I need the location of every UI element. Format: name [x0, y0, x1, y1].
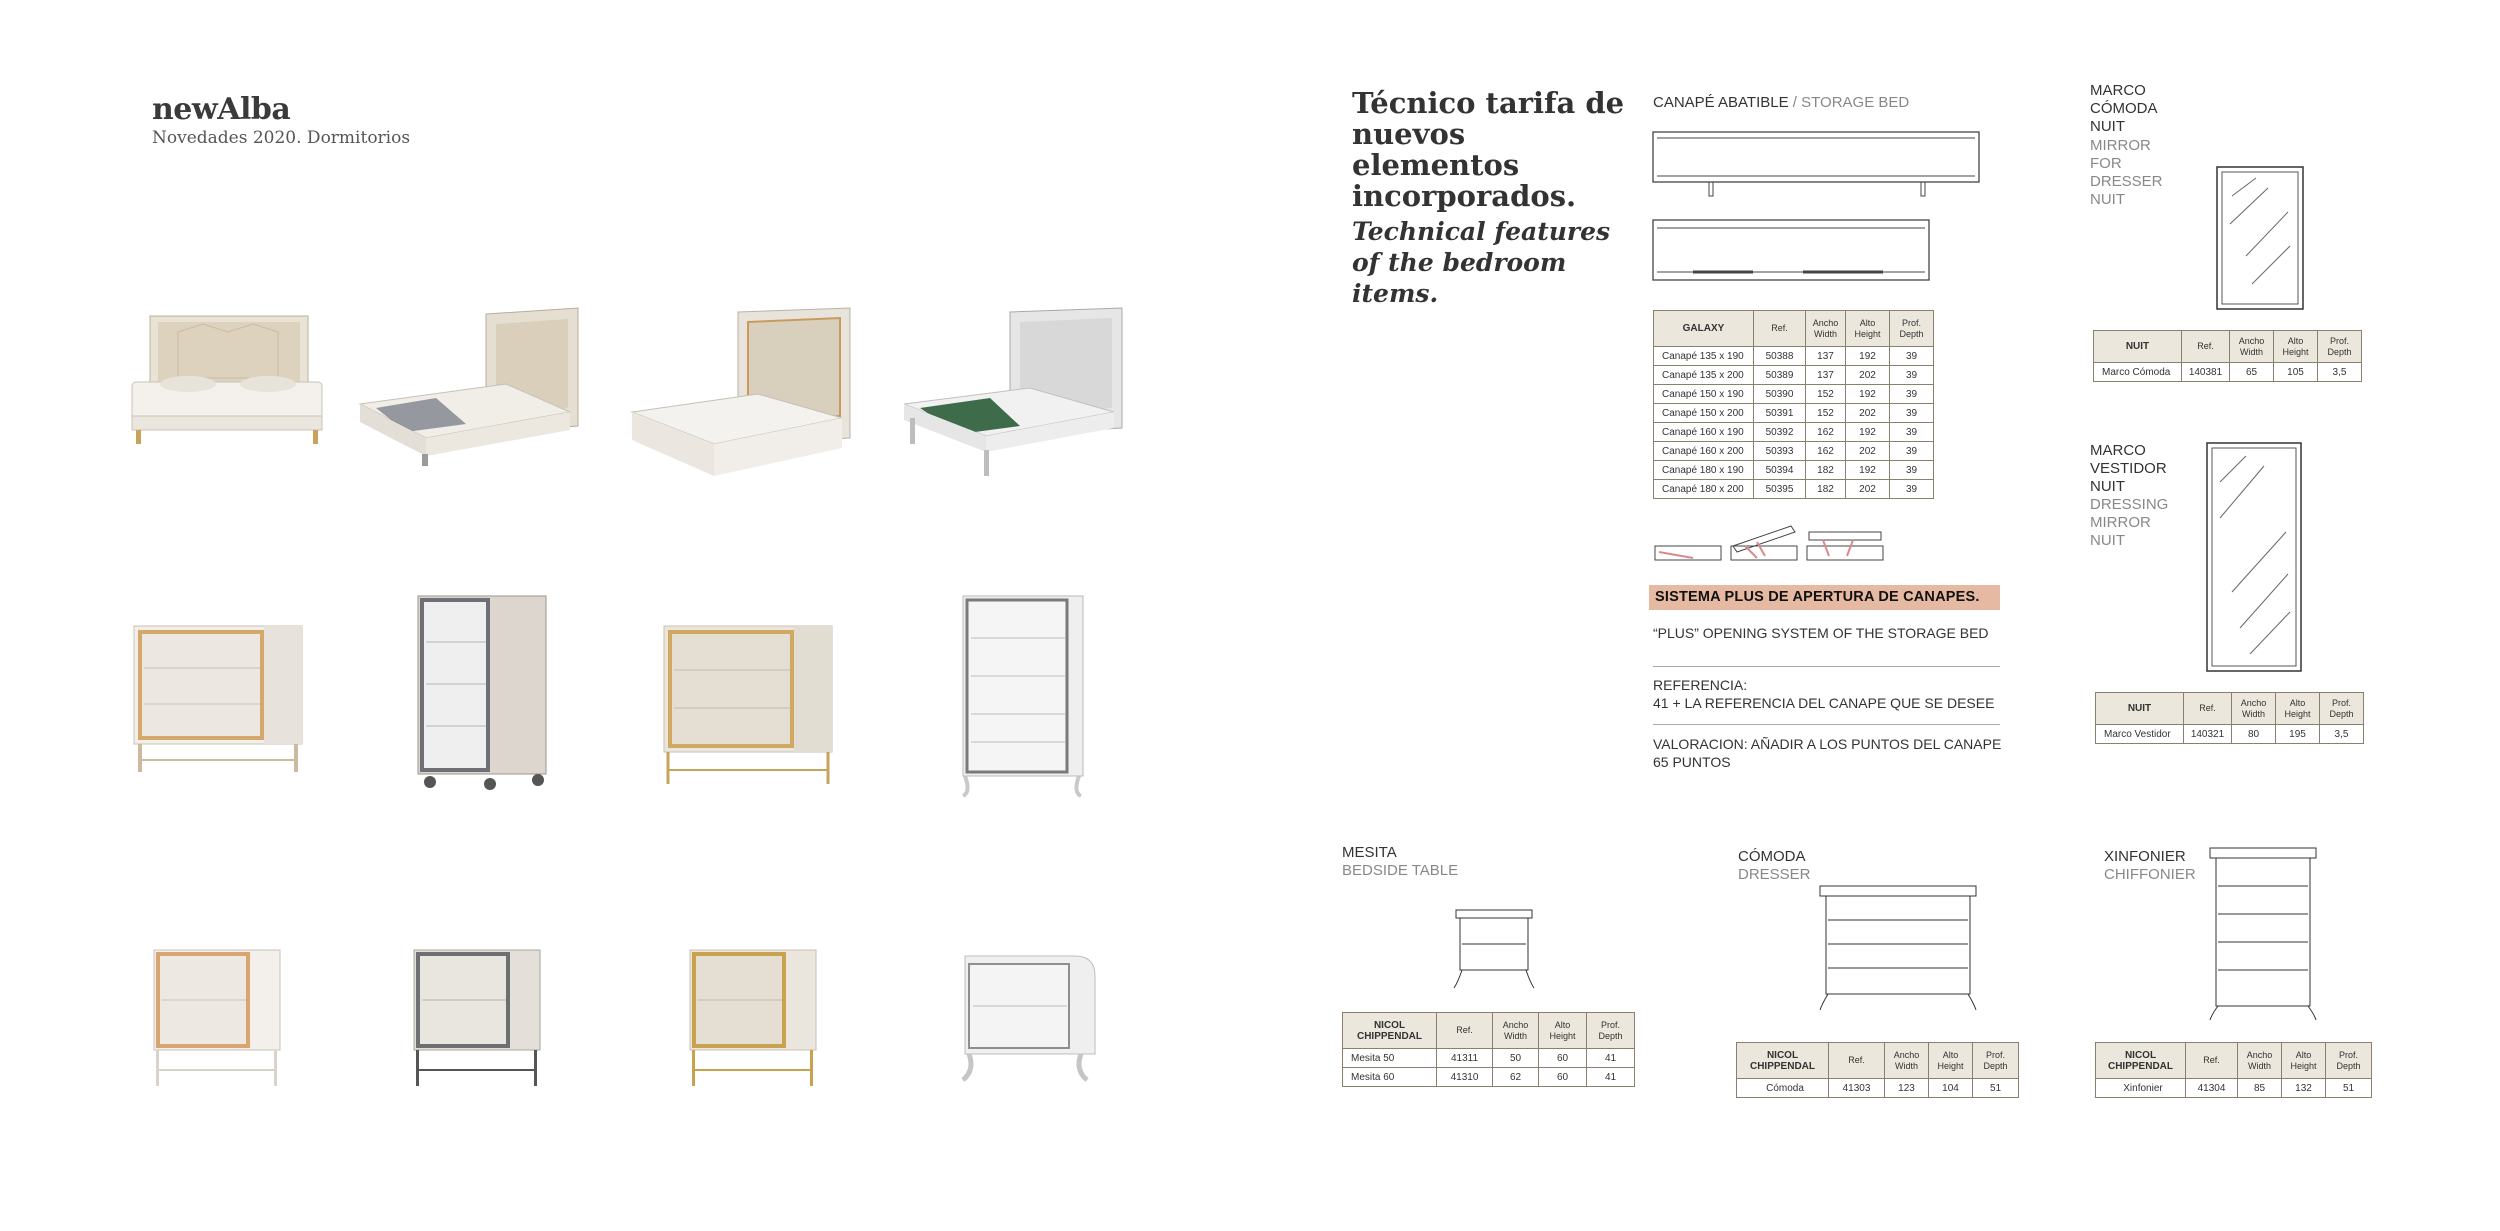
- bed-photo-1: [128, 308, 328, 458]
- table-cell: Marco Cómoda: [2094, 363, 2182, 382]
- storage-bed-title: [1653, 94, 1909, 112]
- table-cell: 3,5: [2320, 725, 2364, 744]
- table-cell: 192: [1846, 461, 1890, 480]
- storage-bed-header-width: Ancho Width: [1806, 311, 1846, 347]
- table-cell: 105: [2274, 363, 2318, 382]
- bedside-table: [1342, 1012, 1635, 1087]
- table-cell: Canapé 135 x 200: [1654, 366, 1754, 385]
- table-cell: 50394: [1754, 461, 1806, 480]
- bed-photo-4: [900, 308, 1130, 478]
- table-cell: 41303: [1829, 1079, 1885, 1098]
- mirror-dresser-title-en: MIRROR FOR DRESSER NUIT: [2090, 137, 2163, 208]
- mirror-dresser-header-model: NUIT: [2094, 331, 2182, 363]
- mirror-dresser-title-es: MARCO CÓMODA NUIT: [2090, 82, 2158, 135]
- table-cell: 39: [1890, 442, 1934, 461]
- table-cell: 192: [1846, 385, 1890, 404]
- table-cell: 137: [1806, 366, 1846, 385]
- brand-subtitle: Novedades 2020. Dormitorios: [152, 128, 411, 148]
- table-cell: Mesita 50: [1343, 1049, 1437, 1068]
- table-row: [1343, 1049, 1635, 1068]
- table-cell: 39: [1890, 423, 1934, 442]
- table-cell: Xinfonier: [2096, 1079, 2186, 1098]
- mirror-dressing-header-model: NUIT: [2096, 693, 2184, 725]
- mirror-dresser-table: [2093, 330, 2362, 382]
- mirror-dressing-title-es: MARCO VESTIDOR NUIT: [2090, 442, 2167, 495]
- table-cell: 137: [1806, 347, 1846, 366]
- storage-bed-drawing-side: [1653, 132, 1983, 202]
- table-cell: 195: [2276, 725, 2320, 744]
- table-cell: 39: [1890, 385, 1934, 404]
- table-cell: 50390: [1754, 385, 1806, 404]
- table-cell: 41: [1587, 1068, 1635, 1087]
- chiffonier-header-width: Ancho Width: [2238, 1043, 2282, 1079]
- dresser-table: [1736, 1042, 2019, 1098]
- chiffonier-title-en: CHIFFONIER: [2104, 866, 2196, 883]
- storage-bed-drawing-front: [1653, 220, 1933, 290]
- plus-system-english: “PLUS” OPENING SYSTEM OF THE STORAGE BED: [1653, 625, 1989, 641]
- table-cell: 62: [1493, 1068, 1539, 1087]
- mirror-dresser-header-ref: Ref.: [2182, 331, 2230, 363]
- storage-bed-header-height: Alto Height: [1846, 311, 1890, 347]
- table-cell: 41304: [2186, 1079, 2238, 1098]
- storage-bed-title-es: CANAPÉ ABATIBLE: [1653, 94, 1789, 111]
- table-cell: 202: [1846, 404, 1890, 423]
- table-cell: 60: [1539, 1049, 1587, 1068]
- table-cell: 50395: [1754, 480, 1806, 499]
- divider: [1653, 724, 2000, 725]
- table-row: [1654, 442, 1934, 461]
- table-cell: 192: [1846, 423, 1890, 442]
- table-cell: 41311: [1437, 1049, 1493, 1068]
- opening-system-drawing: [1653, 522, 1893, 564]
- table-cell: 50393: [1754, 442, 1806, 461]
- table-cell: Canapé 135 x 190: [1654, 347, 1754, 366]
- table-cell: Mesita 60: [1343, 1068, 1437, 1087]
- storage-bed-header-model: GALAXY: [1654, 311, 1754, 347]
- table-cell: 140321: [2184, 725, 2232, 744]
- divider: [1653, 666, 2000, 667]
- table-cell: 85: [2238, 1079, 2282, 1098]
- table-cell: 202: [1846, 366, 1890, 385]
- table-cell: 152: [1806, 385, 1846, 404]
- table-cell: 132: [2282, 1079, 2326, 1098]
- heading-spanish: Técnico tarifa de nuevos elementos incorporados.: [1352, 86, 1625, 213]
- chiffonier-header-ref: Ref.: [2186, 1043, 2238, 1079]
- table-row: [1654, 366, 1934, 385]
- mirror-dresser-drawing: [2216, 166, 2306, 312]
- table-row: [1654, 347, 1934, 366]
- nightstand-photo-1: [150, 944, 290, 1094]
- chiffonier-header-model: NICOL CHIPPENDAL: [2096, 1043, 2186, 1079]
- bed-photo-3: [628, 308, 858, 478]
- table-row: [1654, 480, 1934, 499]
- reference-label: REFERENCIA:: [1653, 677, 1748, 693]
- table-cell: 140381: [2182, 363, 2230, 382]
- table-cell: Canapé 180 x 200: [1654, 480, 1754, 499]
- table-cell: 162: [1806, 442, 1846, 461]
- table-cell: 60: [1539, 1068, 1587, 1087]
- table-cell: 51: [1973, 1079, 2019, 1098]
- table-cell: 152: [1806, 404, 1846, 423]
- chiffonier-photo-2: [955, 592, 1105, 802]
- table-cell: 50389: [1754, 366, 1806, 385]
- table-cell: 51: [2326, 1079, 2372, 1098]
- dresser-header-width: Ancho Width: [1885, 1043, 1929, 1079]
- mirror-dressing-header-ref: Ref.: [2184, 693, 2232, 725]
- table-cell: 41310: [1437, 1068, 1493, 1087]
- table-cell: 41: [1587, 1049, 1635, 1068]
- bedside-header-height: Alto Height: [1539, 1013, 1587, 1049]
- heading-english: Technical features of the bedroom items.: [1352, 217, 1611, 308]
- table-cell: 182: [1806, 480, 1846, 499]
- bedside-header-model: NICOL CHIPPENDAL: [1343, 1013, 1437, 1049]
- chiffonier-title-es: XINFONIER: [2104, 848, 2186, 865]
- table-row: [1654, 423, 1934, 442]
- dresser-photo-2: [660, 620, 860, 790]
- table-row: [1654, 385, 1934, 404]
- table-cell: 104: [1929, 1079, 1973, 1098]
- table-row: [1737, 1079, 2019, 1098]
- mirror-dressing-table: [2095, 692, 2364, 744]
- bedside-title-es: MESITA: [1342, 844, 1397, 861]
- table-cell: Canapé 180 x 190: [1654, 461, 1754, 480]
- chiffonier-header-height: Alto Height: [2282, 1043, 2326, 1079]
- table-row: [2096, 725, 2364, 744]
- table-cell: Canapé 150 x 200: [1654, 404, 1754, 423]
- table-cell: 202: [1846, 480, 1890, 499]
- mirror-dressing-header-depth: Prof. Depth: [2320, 693, 2364, 725]
- dresser-drawing: [1818, 884, 1980, 1012]
- mirror-dresser-header-height: Alto Height: [2274, 331, 2318, 363]
- table-cell: 192: [1846, 347, 1890, 366]
- table-cell: Cómoda: [1737, 1079, 1829, 1098]
- storage-bed-title-en: STORAGE BED: [1801, 94, 1910, 111]
- table-row: [2094, 363, 2362, 382]
- dresser-header-height: Alto Height: [1929, 1043, 1973, 1079]
- table-cell: Canapé 160 x 200: [1654, 442, 1754, 461]
- bedside-drawing: [1452, 908, 1536, 992]
- bedside-header-depth: Prof. Depth: [1587, 1013, 1635, 1049]
- bedside-title-en: BEDSIDE TABLE: [1342, 862, 1459, 879]
- dresser-title-es: CÓMODA: [1738, 848, 1806, 865]
- table-cell: 39: [1890, 461, 1934, 480]
- table-cell: 39: [1890, 366, 1934, 385]
- brand-title: newAlba: [152, 92, 291, 127]
- dresser-header-model: NICOL CHIPPENDAL: [1737, 1043, 1829, 1079]
- table-cell: 123: [1885, 1079, 1929, 1098]
- table-cell: 182: [1806, 461, 1846, 480]
- table-cell: 39: [1890, 480, 1934, 499]
- table-cell: 50392: [1754, 423, 1806, 442]
- mirror-dressing-title-en: DRESSING MIRROR NUIT: [2090, 496, 2169, 549]
- dresser-photo-1: [130, 620, 320, 780]
- chiffonier-drawing: [2208, 846, 2320, 1022]
- table-row: [1654, 461, 1934, 480]
- valuation-text: VALORACION: AÑADIR A LOS PUNTOS DEL CANAPE 65 PUNTOS: [1653, 736, 2002, 770]
- dresser-header-ref: Ref.: [1829, 1043, 1885, 1079]
- chiffonier-header-depth: Prof. Depth: [2326, 1043, 2372, 1079]
- table-cell: 3,5: [2318, 363, 2362, 382]
- reference-text: 41 + LA REFERENCIA DEL CANAPE QUE SE DESEE: [1653, 695, 1995, 711]
- nightstand-photo-2: [410, 944, 550, 1094]
- table-cell: 202: [1846, 442, 1890, 461]
- storage-bed-header-depth: Prof. Depth: [1890, 311, 1934, 347]
- table-row: [1654, 404, 1934, 423]
- table-cell: Canapé 150 x 190: [1654, 385, 1754, 404]
- chiffonier-table: [2095, 1042, 2372, 1098]
- table-cell: 50388: [1754, 347, 1806, 366]
- table-cell: Canapé 160 x 190: [1654, 423, 1754, 442]
- table-row: [1343, 1068, 1635, 1087]
- storage-bed-header-ref: Ref.: [1754, 311, 1806, 347]
- table-cell: 39: [1890, 404, 1934, 423]
- mirror-dressing-header-width: Ancho Width: [2232, 693, 2276, 725]
- storage-bed-table: [1653, 310, 1934, 499]
- mirror-dressing-header-height: Alto Height: [2276, 693, 2320, 725]
- plus-system-banner: SISTEMA PLUS DE APERTURA DE CANAPES.: [1649, 585, 2000, 610]
- storage-bed-title-sep: /: [1788, 94, 1802, 111]
- mirror-dressing-drawing: [2206, 442, 2304, 674]
- table-cell: 80: [2232, 725, 2276, 744]
- mirror-dresser-header-depth: Prof. Depth: [2318, 331, 2362, 363]
- dresser-header-depth: Prof. Depth: [1973, 1043, 2019, 1079]
- nightstand-photo-4: [955, 950, 1105, 1100]
- table-cell: 162: [1806, 423, 1846, 442]
- mirror-dresser-header-width: Ancho Width: [2230, 331, 2274, 363]
- bed-photo-2: [356, 308, 586, 468]
- table-cell: 50391: [1754, 404, 1806, 423]
- table-cell: 39: [1890, 347, 1934, 366]
- chiffonier-photo-1: [410, 592, 560, 792]
- dresser-title-en: DRESSER: [1738, 866, 1811, 883]
- bedside-header-ref: Ref.: [1437, 1013, 1493, 1049]
- nightstand-photo-3: [686, 944, 826, 1094]
- table-cell: Marco Vestidor: [2096, 725, 2184, 744]
- table-row: [2096, 1079, 2372, 1098]
- table-cell: 50: [1493, 1049, 1539, 1068]
- bedside-header-width: Ancho Width: [1493, 1013, 1539, 1049]
- table-cell: 65: [2230, 363, 2274, 382]
